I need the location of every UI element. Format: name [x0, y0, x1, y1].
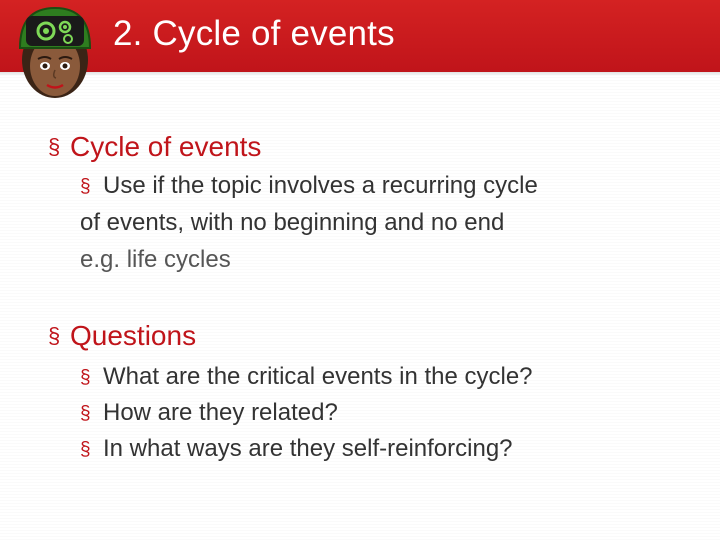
item-text: How are they related?	[103, 399, 338, 426]
bullet-item-continuation: of events, with no beginning and no end	[80, 209, 505, 236]
mascot-logo-icon	[8, 2, 102, 104]
item-text: In what ways are they self-reinforcing?	[103, 435, 513, 462]
bullet-item	[80, 172, 538, 200]
item-text: What are the critical events in the cycle?	[103, 363, 533, 390]
item-text: Use if the topic involves a recurring cycle	[103, 172, 538, 199]
section-bullet: §	[48, 134, 61, 159]
section-heading-questions	[48, 320, 196, 352]
item-bullet: §	[80, 403, 91, 424]
section-bullet: §	[48, 323, 61, 348]
item-bullet: §	[80, 439, 91, 460]
item-bullet: §	[80, 367, 91, 388]
example-text: e.g. life cycles	[80, 246, 231, 273]
question-item	[80, 435, 513, 463]
section-heading-text: Cycle of events	[70, 131, 262, 162]
section-heading-cycle-of-events	[48, 131, 261, 163]
question-item	[80, 363, 533, 391]
slide-title: 2. Cycle of events	[113, 14, 395, 53]
item-bullet: §	[80, 176, 91, 197]
section-heading-text: Questions	[70, 320, 197, 351]
question-item	[80, 399, 338, 427]
title-bar-shadow	[0, 72, 720, 76]
